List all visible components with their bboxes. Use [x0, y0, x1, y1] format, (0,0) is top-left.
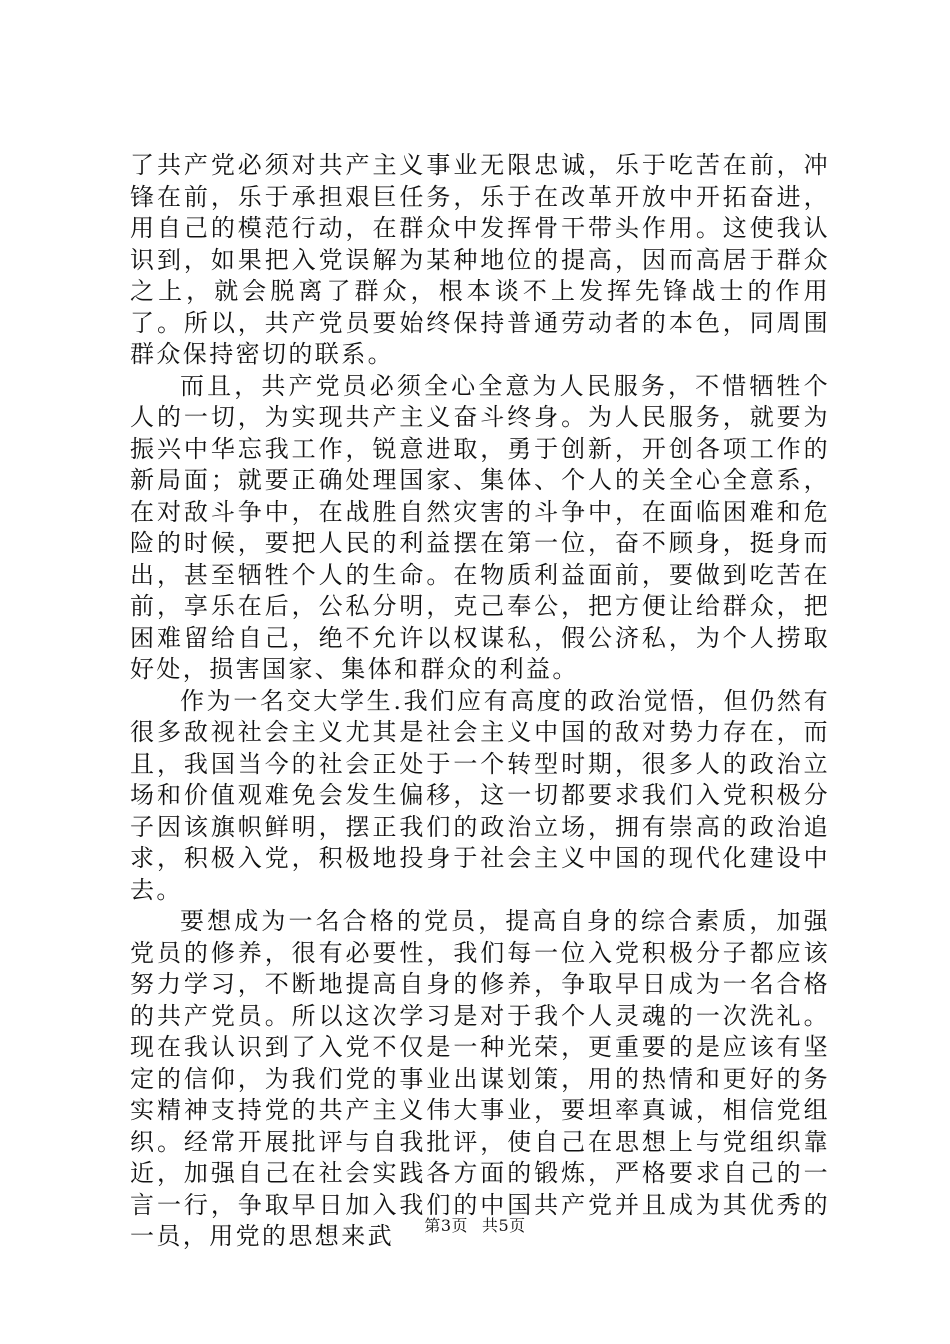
page-total: 共5页: [482, 1216, 526, 1235]
paragraph-political-awareness: 作为一名交大学生.我们应有高度的政治觉悟，但仍然有很多敌视社会主义尤其是社会主义中国的敌对势力存在，而且，我国当今的社会正处于一个转型时期，很多人的政治立场和价值观难免会发生偏移，这一切都要求我们入党积极分子因该旗帜鲜明，摆正我们的政治立场，拥有崇高的政治追求，积极入党，积极地投身于社会主义中国的现代化建设中去。: [130, 686, 830, 904]
page-number: 第3页: [424, 1216, 468, 1235]
paragraph-serve-people: 而且，共产党员必须全心全意为人民服务，不惜牺牲个人的一切，为实现共产主义奋斗终身。为人民服务，就要为振兴中华忘我工作，锐意进取，勇于创新，开创各项工作的新局面；就要正确处理国家、集体、个人的关全心全意系，在对敌斗争中，在战胜自然灾害的斗争中，在面临困难和危险的时候，要把人民的利益摆在第一位，奋不顾身，挺身而出，甚至牺牲个人的生命。在物质利益面前，要做到吃苦在前，享乐在后，公私分明，克己奉公，把方便让给群众，把困难留给自己，绝不允许以权谋私，假公济私，为个人捞取好处，损害国家、集体和群众的利益。: [130, 371, 830, 683]
page-footer: [0, 1213, 950, 1236]
document-body: [130, 150, 830, 1253]
paragraph-continued: 了共产党必须对共产主义事业无限忠诚，乐于吃苦在前，冲锋在前，乐于承担艰巨任务，乐于在改革开放中开拓奋进，用自己的模范行动，在群众中发挥骨干带头作用。这使我认识到，如果把入党误解为某种地位的提高，因而高居于群众之上，就会脱离了群众，根本谈不上发挥先锋战士的作用了。所以，共产党员要始终保持普通劳动者的本色，同周围群众保持密切的联系。: [130, 151, 830, 368]
paragraph-qualified-member: 要想成为一名合格的党员，提高自身的综合素质，加强党员的修养，很有必要性，我们每一位入党积极分子都应该努力学习，不断地提高自身的修养，争取早日成为一名合格的共产党员。所以这次学习是对于我个人灵魂的一次洗礼。现在我认识到了入党不仅是一种光荣，更重要的是应该有坚定的信仰，为我们党的事业出谋划策，用的热情和更好的务实精神支持党的共产主义伟大事业，要坦率真诚，相信党组织。经常开展批评与自我批评，使自己在思想上与党组织靠近，加强自己在社会实践各方面的锻炼，严格要求自己的一言一行，争取早日加入我们的中国共产党并且成为其优秀的一员，用党的思想来武: [130, 907, 830, 1250]
